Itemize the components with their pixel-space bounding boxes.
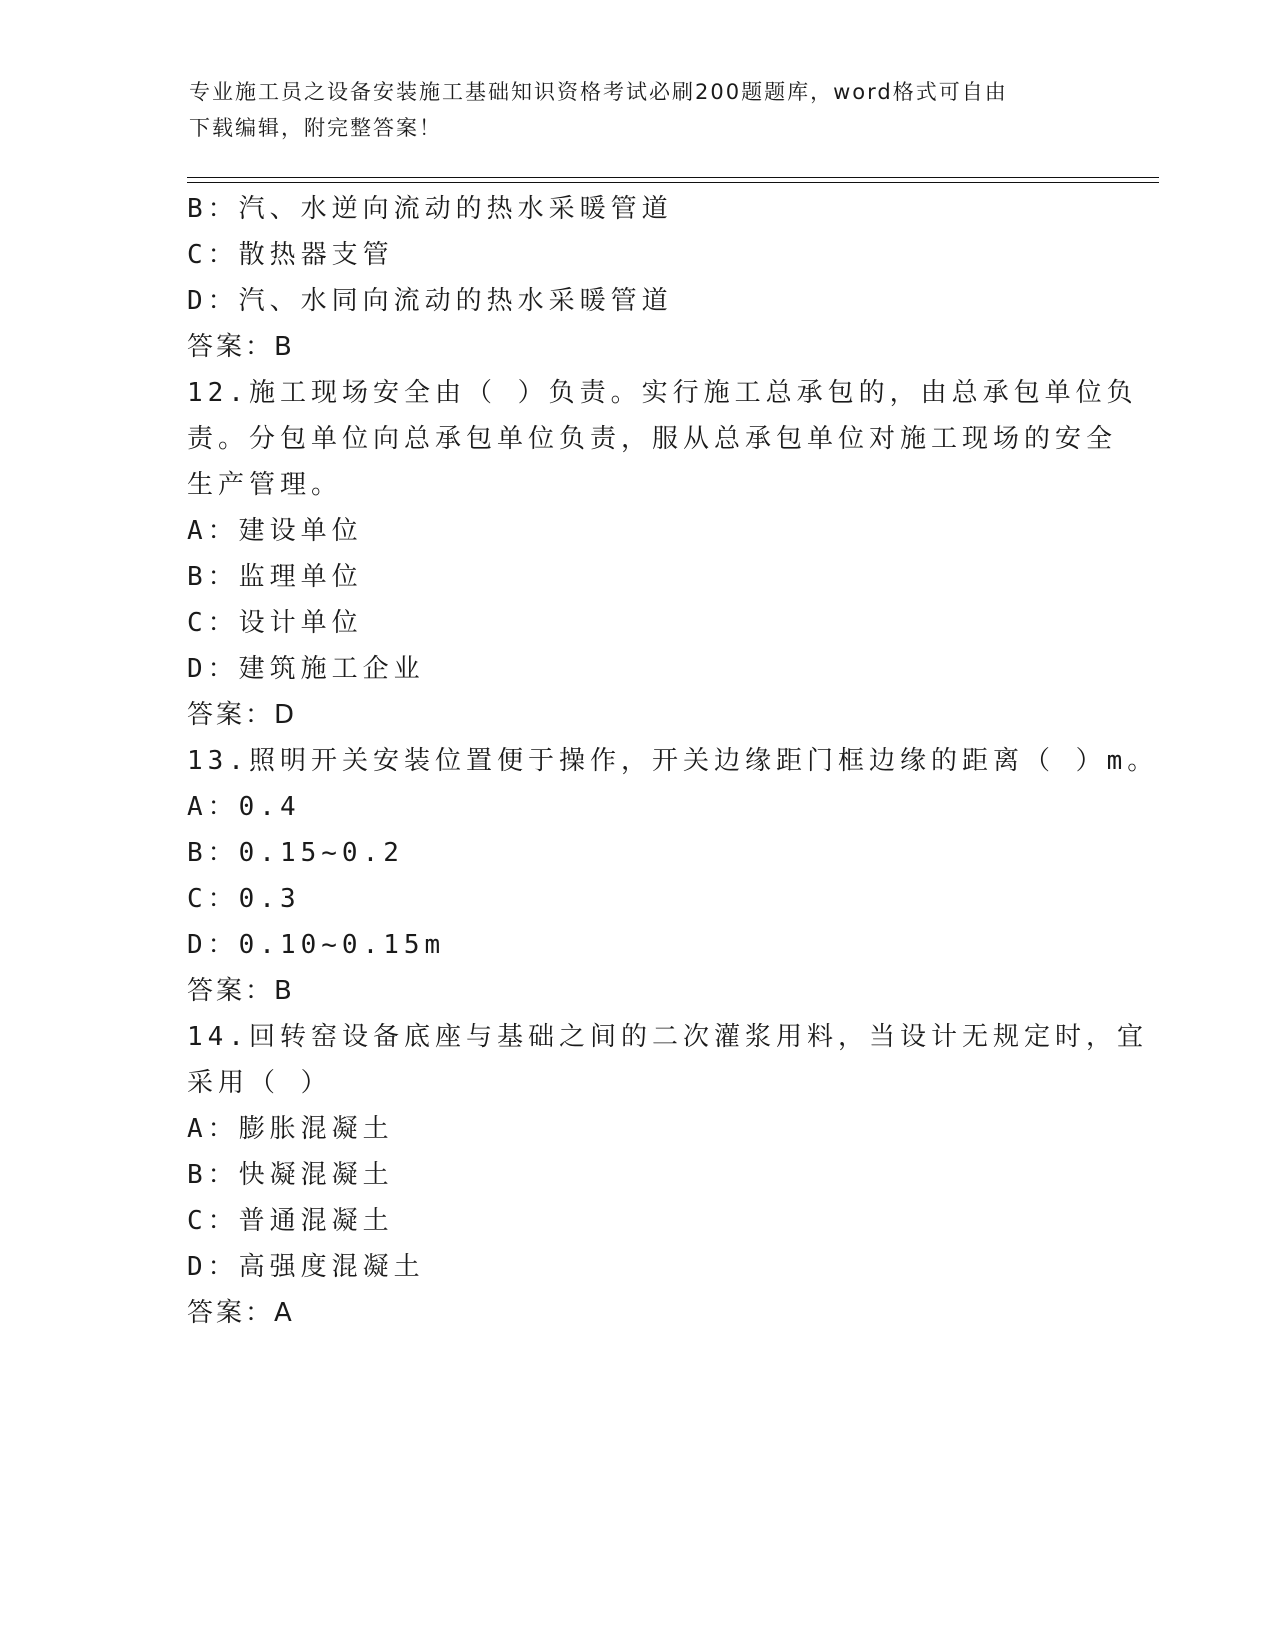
question-14 xyxy=(187,1014,1148,1336)
question-12 xyxy=(187,370,1138,738)
option-b: B：汽、水逆向流动的热水采暖管道 xyxy=(187,194,673,224)
option-b: B：快凝混凝土 xyxy=(187,1160,394,1190)
option-b: B：监理单位 xyxy=(187,562,363,592)
question-text-line: 责。分包单位向总承包单位负责，服从总承包单位对施工现场的安全 xyxy=(187,424,1118,454)
header-line-1: 专业施工员之设备安装施工基础知识资格考试必刷200题题库，word格式可自由 xyxy=(189,80,1008,104)
option-a: A：建设单位 xyxy=(187,516,363,546)
question-text-line: 13.照明开关安装位置便于操作，开关边缘距门框边缘的距离（ ）m。 xyxy=(187,746,1159,776)
document-header xyxy=(189,74,1089,146)
option-d: D：0.10~0.15m xyxy=(187,930,446,960)
answer: 答案：A xyxy=(187,1298,295,1328)
option-c: C：0.3 xyxy=(187,884,301,914)
option-d: D：高强度混凝土 xyxy=(187,1252,425,1282)
question-text-line: 采用（ ） xyxy=(187,1068,332,1098)
question-text-line: 14.回转窑设备底座与基础之间的二次灌浆用料，当设计无规定时，宜 xyxy=(187,1022,1148,1052)
option-d: D：汽、水同向流动的热水采暖管道 xyxy=(187,286,673,316)
answer: 答案：B xyxy=(187,332,295,362)
question-text-line: 12.施工现场安全由（ ）负责。实行施工总承包的，由总承包单位负 xyxy=(187,378,1138,408)
answer: 答案：B xyxy=(187,976,295,1006)
continued-question xyxy=(187,186,1087,370)
answer: 答案：D xyxy=(187,700,298,730)
question-list xyxy=(187,186,1159,1336)
option-d: D：建筑施工企业 xyxy=(187,654,425,684)
option-c: C：普通混凝土 xyxy=(187,1206,394,1236)
header-line-2: 下载编辑，附完整答案！ xyxy=(189,116,442,140)
option-c: C：设计单位 xyxy=(187,608,363,638)
question-13 xyxy=(187,738,1159,1014)
option-c: C：散热器支管 xyxy=(187,240,394,270)
question-text-line: 生产管理。 xyxy=(187,470,343,500)
option-b: B：0.15~0.2 xyxy=(187,838,404,868)
header-divider-bottom xyxy=(187,182,1159,183)
option-a: A：膨胀混凝土 xyxy=(187,1114,394,1144)
header-divider-top xyxy=(187,177,1159,178)
option-a: A：0.4 xyxy=(187,792,301,822)
